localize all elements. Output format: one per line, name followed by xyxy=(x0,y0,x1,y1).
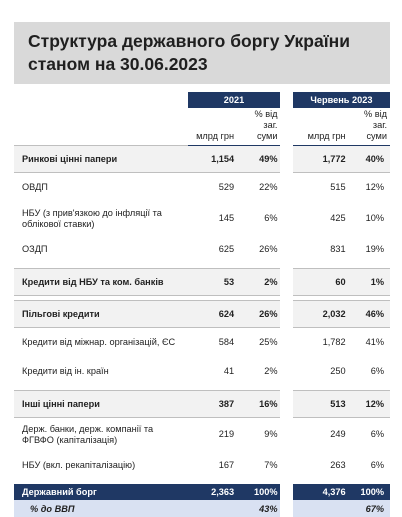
debt-table-body xyxy=(14,92,390,517)
value-2021: 529 xyxy=(218,182,235,192)
table-row xyxy=(14,418,390,452)
share-2021: 26% xyxy=(259,244,278,254)
value-2023: 425 xyxy=(330,213,346,223)
value-2023: 250 xyxy=(330,366,346,376)
value-2023: 1,782 xyxy=(322,337,346,347)
table-row xyxy=(14,451,390,480)
row-label: Кредити від ін. країн xyxy=(22,366,109,376)
table-row xyxy=(14,328,390,358)
gdp-share-2021: 43% xyxy=(237,500,280,517)
row-label: ОЗДП xyxy=(22,244,48,254)
row-label: НБУ (вкл. рекапіталізацію) xyxy=(22,460,136,470)
group-row xyxy=(14,301,390,328)
title-box xyxy=(14,22,390,84)
row-label: Держ. банки, держ. компанії та ФГВФО (капіталізація) xyxy=(22,423,154,445)
group-row xyxy=(14,391,390,418)
share-2023: 6% xyxy=(370,460,384,470)
share-2023: 41% xyxy=(365,337,384,347)
column-header-row xyxy=(14,108,390,146)
value-2021: 53 xyxy=(188,269,238,296)
share-2023: 19% xyxy=(365,244,384,254)
value-2023: 831 xyxy=(330,244,346,254)
value-2021: 1,154 xyxy=(188,146,238,173)
share-2021: 7% xyxy=(264,460,278,470)
period-2021: 2021 xyxy=(188,92,281,108)
value-2023: 249 xyxy=(330,429,346,439)
share-2023: 6% xyxy=(370,366,384,376)
share-2021: 9% xyxy=(264,429,278,439)
value-2023: 263 xyxy=(330,460,346,470)
value-2021: 387 xyxy=(188,391,238,418)
value-2023: 515 xyxy=(330,182,346,192)
share-2023: 12% xyxy=(349,391,390,418)
value-2021: 167 xyxy=(218,460,235,470)
row-label: Пільгові кредити xyxy=(14,301,188,328)
amount-header-2021: млрд грн xyxy=(188,108,238,146)
share-2021: 2% xyxy=(264,366,278,376)
total-row xyxy=(14,484,390,500)
row-label: Ринкові цінні папери xyxy=(14,146,188,173)
period-june-2023: Червень 2023 xyxy=(293,92,390,108)
group-row xyxy=(14,269,390,296)
share-2021: 16% xyxy=(237,391,280,418)
total-value-2021: 2,363 xyxy=(188,484,238,500)
share-2021: 22% xyxy=(259,182,278,192)
group-row xyxy=(14,146,390,173)
row-label: ОВДП xyxy=(22,182,48,192)
share-2021: 25% xyxy=(259,337,278,347)
total-share-2021: 100% xyxy=(237,484,280,500)
gdp-row xyxy=(14,500,390,517)
row-label: Кредити від НБУ та ком. банків xyxy=(14,269,188,296)
total-value-2023: 4,376 xyxy=(293,484,349,500)
table-row xyxy=(14,173,390,203)
share-header-2023: % від заг. суми xyxy=(349,108,390,146)
title-line-2: станом на 30.06.2023 xyxy=(28,54,208,74)
share-2023: 6% xyxy=(370,429,384,439)
amount-header-2023: млрд грн xyxy=(293,108,349,146)
share-2023: 10% xyxy=(365,213,384,223)
value-2021: 145 xyxy=(218,213,235,223)
total-label: Державний борг xyxy=(14,484,188,500)
value-2021: 624 xyxy=(188,301,238,328)
value-2021: 625 xyxy=(218,244,235,254)
value-2023: 60 xyxy=(293,269,349,296)
share-2023: 12% xyxy=(365,182,384,192)
row-label: НБУ (з прив'язкою до інфляції та облікової ставки) xyxy=(22,207,162,229)
share-2023: 1% xyxy=(349,269,390,296)
share-2023: 46% xyxy=(349,301,390,328)
title-line-1: Структура державного боргу України xyxy=(28,31,350,51)
share-2021: 2% xyxy=(237,269,280,296)
gdp-label: % до ВВП xyxy=(14,500,188,517)
value-2023: 2,032 xyxy=(293,301,349,328)
row-label: Кредити від міжнар. організацій, ЄС xyxy=(22,337,176,347)
row-label: Інші цінні папери xyxy=(14,391,188,418)
gdp-share-2023: 67% xyxy=(349,500,390,517)
share-header-2021: % від заг. суми xyxy=(237,108,280,146)
table-row xyxy=(14,202,390,235)
share-2023: 40% xyxy=(349,146,390,173)
table-row xyxy=(14,357,390,386)
value-2021: 41 xyxy=(223,366,235,376)
period-header-row xyxy=(14,92,390,108)
debt-table xyxy=(14,92,390,517)
share-2021: 49% xyxy=(237,146,280,173)
total-share-2023: 100% xyxy=(349,484,390,500)
share-2021: 6% xyxy=(264,213,278,223)
value-2023: 1,772 xyxy=(293,146,349,173)
share-2021: 26% xyxy=(237,301,280,328)
value-2021: 219 xyxy=(218,429,235,439)
table-row xyxy=(14,235,390,264)
value-2021: 584 xyxy=(218,337,235,347)
value-2023: 513 xyxy=(293,391,349,418)
